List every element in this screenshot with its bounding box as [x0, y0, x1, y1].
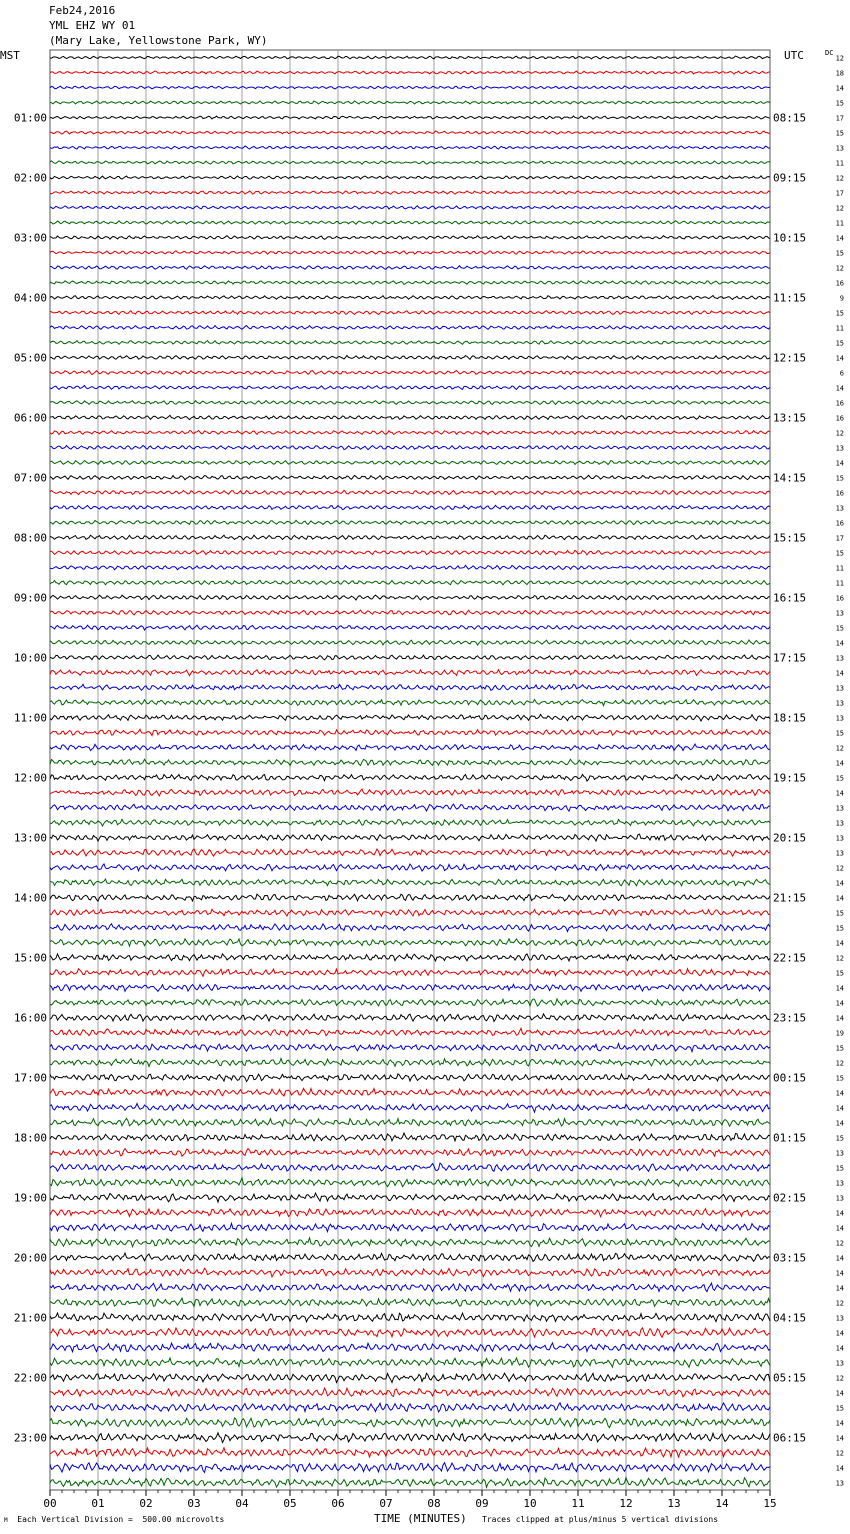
row-value-label: 15: [835, 549, 844, 558]
left-hour-label: 02:00: [13, 171, 47, 185]
trace-row: [50, 131, 770, 134]
left-hour-label: 01:00: [13, 111, 47, 125]
right-hour-label: 00:15: [773, 1071, 807, 1085]
x-tick-label: 04: [235, 1497, 249, 1510]
trace-row: [50, 655, 770, 660]
row-value-label: 13: [835, 849, 844, 858]
row-value-label: 14: [835, 459, 844, 468]
row-value-label: 14: [835, 1224, 844, 1233]
trace-row: [50, 311, 770, 315]
row-value-label: 14: [835, 669, 844, 678]
right-hour-label: 03:15: [773, 1251, 807, 1265]
row-value-label: 14: [835, 939, 844, 948]
trace-row: [50, 744, 770, 750]
trace-row: [50, 355, 770, 359]
trace-row: [50, 446, 770, 450]
left-hour-label: 23:00: [13, 1431, 47, 1445]
trace-row: [50, 1223, 770, 1231]
row-value-label: 16: [835, 399, 844, 408]
right-hour-label: 15:15: [773, 531, 807, 545]
row-value-label: 16: [835, 519, 844, 528]
left-hour-label: 12:00: [13, 771, 47, 785]
right-hour-label: 11:15: [773, 291, 807, 305]
trace-row: [50, 1448, 770, 1457]
trace-row: [50, 879, 770, 886]
trace-row: [50, 415, 770, 419]
right-hour-label: 04:15: [773, 1311, 807, 1325]
trace-row: [50, 1148, 770, 1156]
row-value-label: 14: [835, 1434, 844, 1443]
row-value-label: 14: [835, 1089, 844, 1098]
trace-row: [50, 1044, 770, 1052]
trace-row: [50, 1209, 770, 1217]
row-value-label: 13: [835, 1179, 844, 1188]
clip-note: Traces clipped at plus/minus 5 vertical divisions: [482, 1515, 719, 1524]
row-value-label: 13: [835, 1479, 844, 1488]
row-value-label: 13: [835, 654, 844, 663]
x-tick-label: 01: [91, 1497, 105, 1510]
row-value-label: 13: [835, 1314, 844, 1323]
x-tick-label: 03: [187, 1497, 201, 1510]
x-tick-label: 07: [379, 1497, 393, 1510]
left-hour-label: 15:00: [13, 951, 47, 965]
row-value-label: 15: [835, 729, 844, 738]
row-value-label: 6: [839, 369, 844, 378]
trace-row: [50, 834, 770, 841]
right-hour-label: 09:15: [773, 171, 807, 185]
row-value-label: 15: [835, 1164, 844, 1173]
x-tick-label: 15: [763, 1497, 777, 1510]
trace-row: [50, 461, 770, 465]
row-value-label: 11: [835, 564, 844, 573]
trace-row: [50, 864, 770, 871]
row-value-label: 14: [835, 1209, 844, 1218]
trace-row: [50, 610, 770, 615]
row-value-label: 15: [835, 774, 844, 783]
trace-row: [50, 804, 770, 811]
x-tick-label: 14: [715, 1497, 729, 1510]
trace-row: [50, 1253, 770, 1261]
trace-row: [50, 1343, 770, 1352]
x-tick-label: 08: [427, 1497, 441, 1510]
trace-row: [50, 640, 770, 645]
trace-row: [50, 670, 770, 676]
row-value-label: 12: [835, 204, 844, 213]
right-hour-label: 16:15: [773, 591, 807, 605]
left-hour-label: 19:00: [13, 1191, 47, 1205]
row-value-label: 13: [835, 684, 844, 693]
left-hour-label: 04:00: [13, 291, 47, 305]
row-value-label: 13: [835, 699, 844, 708]
row-value-label: 14: [835, 1119, 844, 1128]
row-value-label: 13: [835, 1194, 844, 1203]
division-text: Each Vertical Division = 500.00 microvolts: [17, 1515, 225, 1524]
x-tick-label: 11: [571, 1497, 585, 1510]
trace-row: [50, 1463, 770, 1473]
trace-row: [50, 1028, 770, 1036]
trace-row: [50, 206, 770, 209]
trace-row: [50, 939, 770, 946]
row-value-label: 17: [835, 189, 844, 198]
trace-row: [50, 1328, 770, 1337]
x-axis-title: TIME (MINUTES): [374, 1512, 467, 1525]
row-value-label: 18: [835, 69, 844, 78]
row-value-label: 14: [835, 984, 844, 993]
left-hour-label: 14:00: [13, 891, 47, 905]
x-tick-label: 12: [619, 1497, 633, 1510]
trace-row: [50, 550, 770, 554]
row-value-label: 12: [835, 264, 844, 273]
row-value-label: 14: [835, 789, 844, 798]
trace-row: [50, 819, 770, 826]
trace-row: [50, 535, 770, 540]
right-hour-label: 08:15: [773, 111, 807, 125]
trace-row: [50, 86, 770, 89]
row-value-label: 12: [835, 54, 844, 63]
row-value-label: 11: [835, 159, 844, 168]
row-value-label: 15: [835, 309, 844, 318]
left-hour-label: 09:00: [13, 591, 47, 605]
trace-row: [50, 1268, 770, 1277]
left-hour-label: 16:00: [13, 1011, 47, 1025]
row-value-label: 19: [835, 1029, 844, 1038]
trace-row: [50, 1403, 770, 1412]
row-value-label: 14: [835, 639, 844, 648]
trace-row: [50, 565, 770, 569]
right-hour-label: 20:15: [773, 831, 807, 845]
right-hour-label: 17:15: [773, 651, 807, 665]
row-value-label: 14: [835, 999, 844, 1008]
right-hour-label: 01:15: [773, 1131, 807, 1145]
row-value-label: 14: [835, 234, 844, 243]
row-value-label: 14: [835, 894, 844, 903]
trace-row: [50, 146, 770, 149]
row-value-label: 14: [835, 759, 844, 768]
trace-row: [50, 71, 770, 74]
row-value-label: 12: [835, 864, 844, 873]
left-hour-label: 05:00: [13, 351, 47, 365]
row-value-label: 15: [835, 129, 844, 138]
left-hour-label: 21:00: [13, 1311, 47, 1325]
row-value-label: 14: [835, 1284, 844, 1293]
row-value-label: 12: [835, 1239, 844, 1248]
right-timezone-label: UTC: [784, 49, 804, 62]
trace-row: [50, 1373, 770, 1382]
row-value-label: 14: [835, 1014, 844, 1023]
trace-row: [50, 161, 770, 164]
row-value-label: 12: [835, 1374, 844, 1383]
trace-row: [50, 894, 770, 901]
left-hour-label: 06:00: [13, 411, 47, 425]
trace-row: [50, 1104, 770, 1113]
trace-row: [50, 999, 770, 1006]
trace-row: [50, 1298, 770, 1306]
right-hour-label: 22:15: [773, 951, 807, 965]
trace-row: [50, 296, 770, 300]
trace-row: [50, 431, 770, 435]
row-value-label: 17: [835, 534, 844, 543]
trace-row: [50, 371, 770, 375]
left-hour-label: 08:00: [13, 531, 47, 545]
trace-row: [50, 1433, 770, 1443]
left-hour-label: 22:00: [13, 1371, 47, 1385]
right-hour-label: 12:15: [773, 351, 807, 365]
row-value-label: 14: [835, 1269, 844, 1278]
trace-row: [50, 1178, 770, 1187]
row-value-label: 15: [835, 969, 844, 978]
x-tick-label: 10: [523, 1497, 537, 1510]
row-value-label: 12: [835, 174, 844, 183]
trace-row: [50, 924, 770, 932]
trace-row: [50, 595, 770, 600]
trace-row: [50, 1193, 770, 1202]
trace-row: [50, 684, 770, 690]
trace-row: [50, 1388, 770, 1397]
row-value-label: 15: [835, 1044, 844, 1053]
trace-row: [50, 1313, 770, 1322]
left-hour-label: 13:00: [13, 831, 47, 845]
row-value-label: 14: [835, 384, 844, 393]
right-hour-label: 23:15: [773, 1011, 807, 1025]
row-value-label: 16: [835, 594, 844, 603]
trace-row: [50, 236, 770, 240]
row-value-label: 15: [835, 924, 844, 933]
right-hour-label: 21:15: [773, 891, 807, 905]
row-value-label: 15: [835, 1404, 844, 1413]
right-hour-label: 14:15: [773, 471, 807, 485]
trace-row: [50, 580, 770, 585]
trace-row: [50, 505, 770, 509]
trace-row: [50, 714, 770, 721]
plot-date: Feb24,2016: [49, 4, 116, 17]
row-value-label: 14: [835, 1344, 844, 1353]
trace-row: [50, 729, 770, 735]
trace-row: [50, 1358, 770, 1367]
row-value-label: 14: [835, 1104, 844, 1113]
row-value-label: 15: [835, 249, 844, 258]
row-value-label: 13: [835, 834, 844, 843]
trace-row: [50, 759, 770, 765]
trace-row: [50, 191, 770, 194]
trace-row: [50, 1088, 770, 1096]
row-value-label: 13: [835, 444, 844, 453]
trace-row: [50, 266, 770, 270]
row-value-label: 15: [835, 909, 844, 918]
row-value-label: 17: [835, 114, 844, 123]
trace-row: [50, 984, 770, 991]
row-value-label: 14: [835, 354, 844, 363]
row-value-label: 13: [835, 714, 844, 723]
trace-row: [50, 520, 770, 524]
row-value-label: 13: [835, 1359, 844, 1368]
trace-row: [50, 1238, 770, 1247]
row-value-label: 15: [835, 99, 844, 108]
row-value-label: 14: [835, 879, 844, 888]
trace-row: [50, 1283, 770, 1292]
row-value-label: 12: [835, 429, 844, 438]
row-value-label: 16: [835, 279, 844, 288]
row-value-label: 15: [835, 1074, 844, 1083]
right-hour-label: 13:15: [773, 411, 807, 425]
right-hour-label: 10:15: [773, 231, 807, 245]
trace-row: [50, 1163, 770, 1171]
trace-row: [50, 1014, 770, 1022]
row-value-label: 13: [835, 819, 844, 828]
trace-row: [50, 774, 770, 781]
trace-row: [50, 1418, 770, 1428]
row-value-label: 16: [835, 414, 844, 423]
right-hour-label: 06:15: [773, 1431, 807, 1445]
row-value-label: 12: [835, 1299, 844, 1308]
trace-row: [50, 386, 770, 390]
x-tick-label: 05: [283, 1497, 297, 1510]
row-value-label: 14: [835, 1329, 844, 1338]
row-value-label: 15: [835, 1134, 844, 1143]
trace-row: [50, 625, 770, 630]
trace-row: [50, 116, 770, 119]
right-hour-label: 18:15: [773, 711, 807, 725]
right-hour-label: 19:15: [773, 771, 807, 785]
trace-row: [50, 954, 770, 961]
trace-row: [50, 341, 770, 345]
row-value-label: 15: [835, 624, 844, 633]
left-hour-label: 07:00: [13, 471, 47, 485]
row-value-label: 14: [835, 1419, 844, 1428]
x-tick-label: 13: [667, 1497, 681, 1510]
right-hour-label: 02:15: [773, 1191, 807, 1205]
trace-row: [50, 1118, 770, 1126]
row-value-label: 13: [835, 609, 844, 618]
row-value-label: 13: [835, 804, 844, 813]
trace-row: [50, 490, 770, 494]
x-tick-label: 02: [139, 1497, 153, 1510]
trace-row: [50, 1058, 770, 1066]
row-value-label: 14: [835, 1464, 844, 1473]
trace-row: [50, 1133, 770, 1141]
row-value-label: 14: [835, 84, 844, 93]
row-value-label: 12: [835, 744, 844, 753]
trace-row: [50, 1478, 770, 1488]
left-hour-label: 17:00: [13, 1071, 47, 1085]
trace-row: [50, 849, 770, 856]
row-value-label: 16: [835, 489, 844, 498]
trace-row: [50, 221, 770, 224]
dc-label: DC: [825, 49, 834, 57]
row-value-label: 15: [835, 339, 844, 348]
row-value-label: 13: [835, 144, 844, 153]
trace-row: [50, 969, 770, 977]
trace-row: [50, 789, 770, 796]
row-value-label: 14: [835, 1254, 844, 1263]
trace-row: [50, 281, 770, 285]
right-hour-label: 05:15: [773, 1371, 807, 1385]
row-value-label: 11: [835, 219, 844, 228]
row-value-label: 11: [835, 579, 844, 588]
row-value-label: 12: [835, 1449, 844, 1458]
left-hour-label: 10:00: [13, 651, 47, 665]
trace-row: [50, 251, 770, 254]
left-hour-label: 18:00: [13, 1131, 47, 1145]
row-value-label: 9: [839, 294, 844, 303]
row-value-label: 12: [835, 1059, 844, 1068]
row-value-label: 13: [835, 1149, 844, 1158]
station-location: (Mary Lake, Yellowstone Park, WY): [49, 34, 268, 47]
row-value-label: 14: [835, 1389, 844, 1398]
left-hour-label: 03:00: [13, 231, 47, 245]
trace-row: [50, 699, 770, 705]
trace-row: [50, 401, 770, 405]
scale-mark: M: [4, 1517, 8, 1524]
station-code: YML EHZ WY 01: [49, 19, 136, 32]
x-tick-label: 06: [331, 1497, 345, 1510]
row-value-label: 13: [835, 504, 844, 513]
row-value-label: 12: [835, 954, 844, 963]
row-value-label: 11: [835, 324, 844, 333]
division-note: [4, 1515, 224, 1524]
trace-row: [50, 1074, 770, 1082]
trace-row: [50, 56, 770, 59]
x-tick-label: 00: [43, 1497, 57, 1510]
left-timezone-label: MST: [0, 49, 20, 62]
trace-row: [50, 176, 770, 179]
left-hour-label: 11:00: [13, 711, 47, 725]
trace-row: [50, 101, 770, 104]
trace-row: [50, 325, 770, 329]
trace-row: [50, 909, 770, 916]
x-tick-label: 09: [475, 1497, 489, 1510]
trace-row: [50, 475, 770, 479]
left-hour-label: 20:00: [13, 1251, 47, 1265]
row-value-label: 15: [835, 474, 844, 483]
